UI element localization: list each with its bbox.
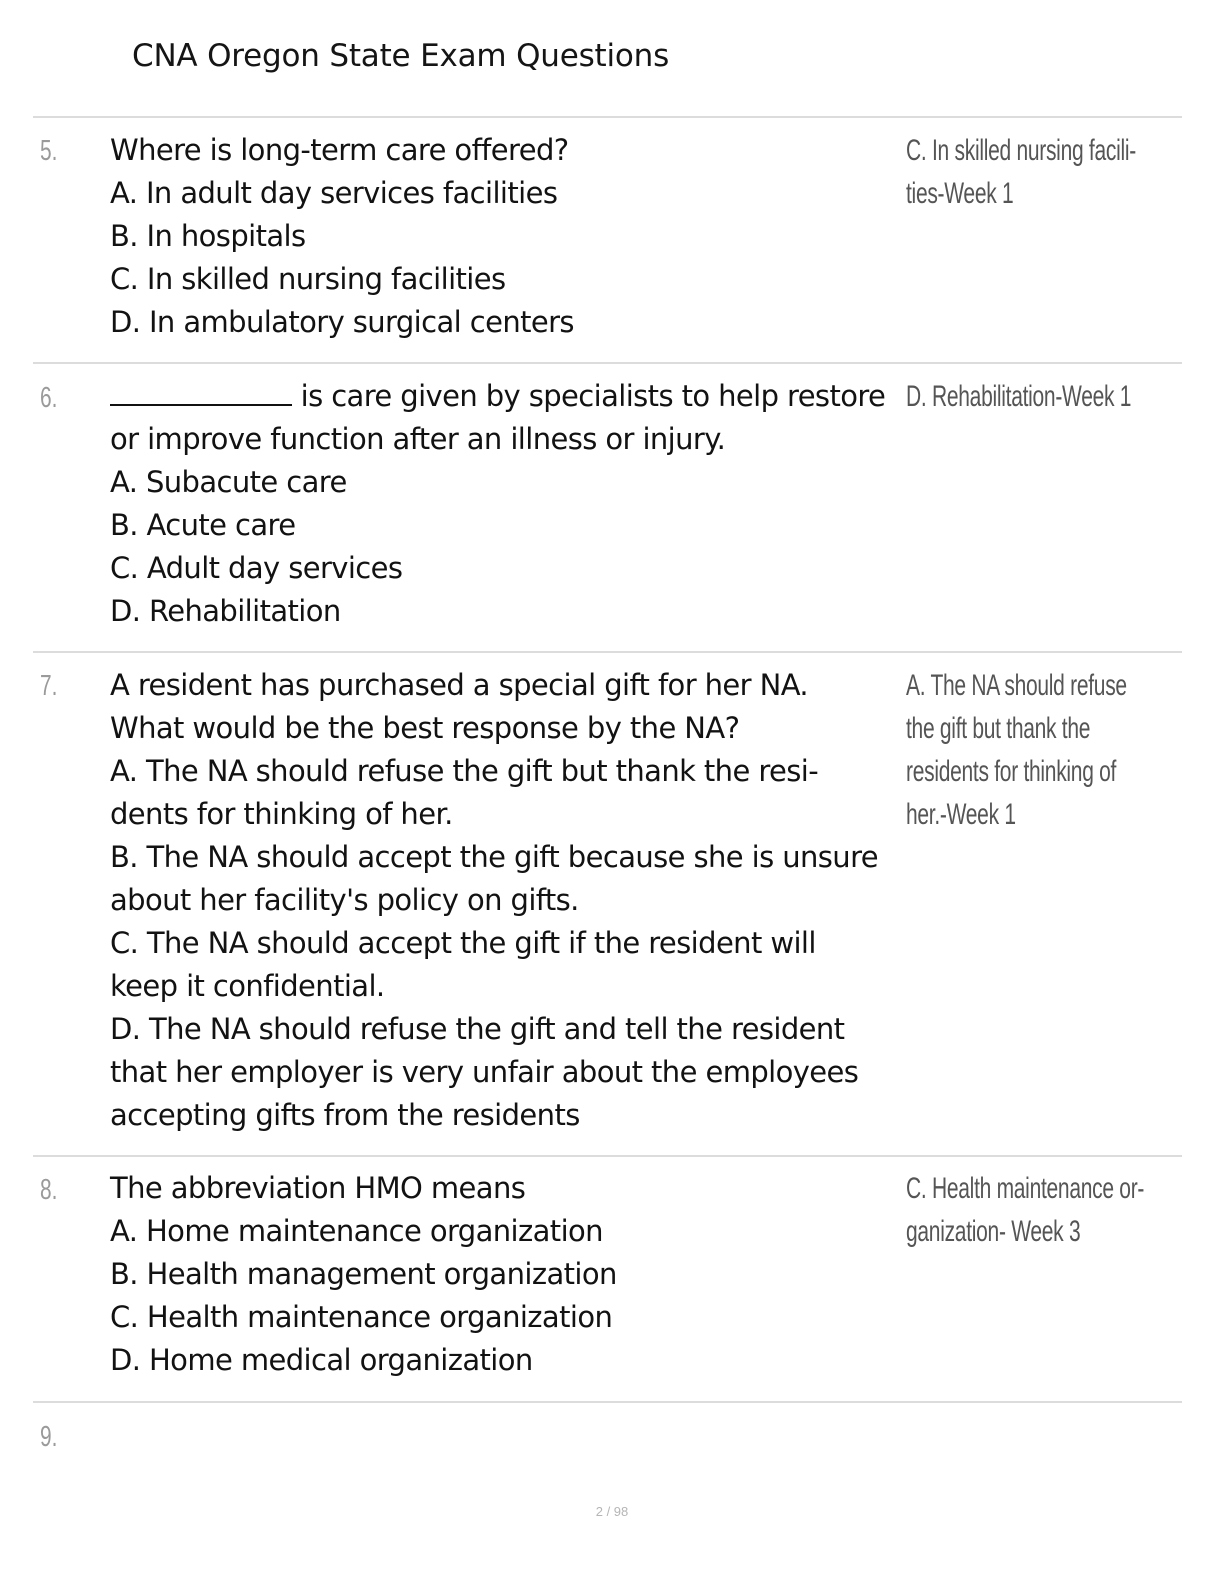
question-stem-line-1 (110, 375, 910, 418)
answer-key (906, 129, 1136, 215)
answer-line: the gift but thank the (906, 712, 1091, 745)
fill-in-blank (110, 376, 292, 406)
question-text-line: A resident has purchased a special gift for her NA. (110, 668, 809, 702)
question-number: 9. (40, 1421, 58, 1453)
question-number: 7. (40, 670, 58, 702)
answer-option-d-cont: accepting gifts from the residents (110, 1098, 580, 1132)
question-body (110, 375, 910, 633)
answer-line: A. The NA should refuse (906, 669, 1127, 702)
answer-option-c: C. The NA should accept the gift if the resident will (110, 926, 816, 960)
answer-option-d: D. Home medical organization (110, 1343, 533, 1377)
answer-option-d-cont: that her employer is very unfair about the employees (110, 1055, 859, 1089)
question-body (110, 129, 910, 344)
question-text-line: What would be the best response by the NA? (110, 711, 740, 745)
answer-option-b: B. Acute care (110, 508, 296, 542)
answer-line: C. In skilled nursing facili- (906, 134, 1136, 167)
answer-option-a-cont: dents for thinking of her. (110, 797, 453, 831)
answer-option-b: B. In hospitals (110, 219, 306, 253)
answer-line: D. Rehabilitation-Week 1 (906, 380, 1132, 413)
answer-option-d: D. The NA should refuse the gift and tell the resident (110, 1012, 845, 1046)
answer-key (906, 375, 1131, 418)
answer-line: residents for thinking of (906, 755, 1117, 788)
question-stem: The abbreviation HMO means (110, 1171, 526, 1205)
answer-option-b: B. Health management organization (110, 1257, 617, 1291)
answer-option-a: A. Subacute care (110, 465, 347, 499)
question-stem-line-2: or improve function after an illness or injury. (110, 422, 726, 456)
answer-line: ties-Week 1 (906, 177, 1014, 210)
page-indicator: 2 / 98 (595, 1504, 629, 1519)
question-stem: Where is long-term care offered? (110, 133, 569, 167)
answer-line: C. Health maintenance or- (906, 1172, 1145, 1205)
question-number: 8. (40, 1174, 58, 1206)
divider (33, 1155, 1182, 1157)
answer-key (906, 1167, 1144, 1253)
divider (33, 116, 1182, 118)
divider (33, 1401, 1182, 1403)
question-number: 5. (40, 135, 58, 167)
answer-option-d: D. Rehabilitation (110, 594, 341, 628)
answer-option-c-cont: keep it confidential. (110, 969, 385, 1003)
answer-option-d: D. In ambulatory surgical centers (110, 305, 574, 339)
answer-line: ganization- Week 3 (906, 1215, 1081, 1248)
document-title: CNA Oregon State Exam Questions (132, 38, 670, 74)
answer-option-c: C. Health maintenance organization (110, 1300, 613, 1334)
answer-option-a: A. In adult day services facilities (110, 176, 558, 210)
answer-option-a: A. Home maintenance organization (110, 1214, 603, 1248)
question-number: 6. (40, 382, 58, 414)
answer-option-b: B. The NA should accept the gift because she is unsure (110, 840, 879, 874)
answer-key (906, 664, 1127, 836)
answer-option-a: A. The NA should refuse the gift but thank the resi- (110, 754, 819, 788)
question-stem-text: is care given by specialists to help restore (292, 379, 886, 413)
question-body (110, 664, 910, 1137)
answer-line: her.-Week 1 (906, 798, 1016, 831)
question-body (110, 1167, 910, 1382)
divider (33, 362, 1182, 364)
answer-option-c: C. Adult day services (110, 551, 403, 585)
divider (33, 651, 1182, 653)
answer-option-c: C. In skilled nursing facilities (110, 262, 506, 296)
answer-option-b-cont: about her facility's policy on gifts. (110, 883, 579, 917)
